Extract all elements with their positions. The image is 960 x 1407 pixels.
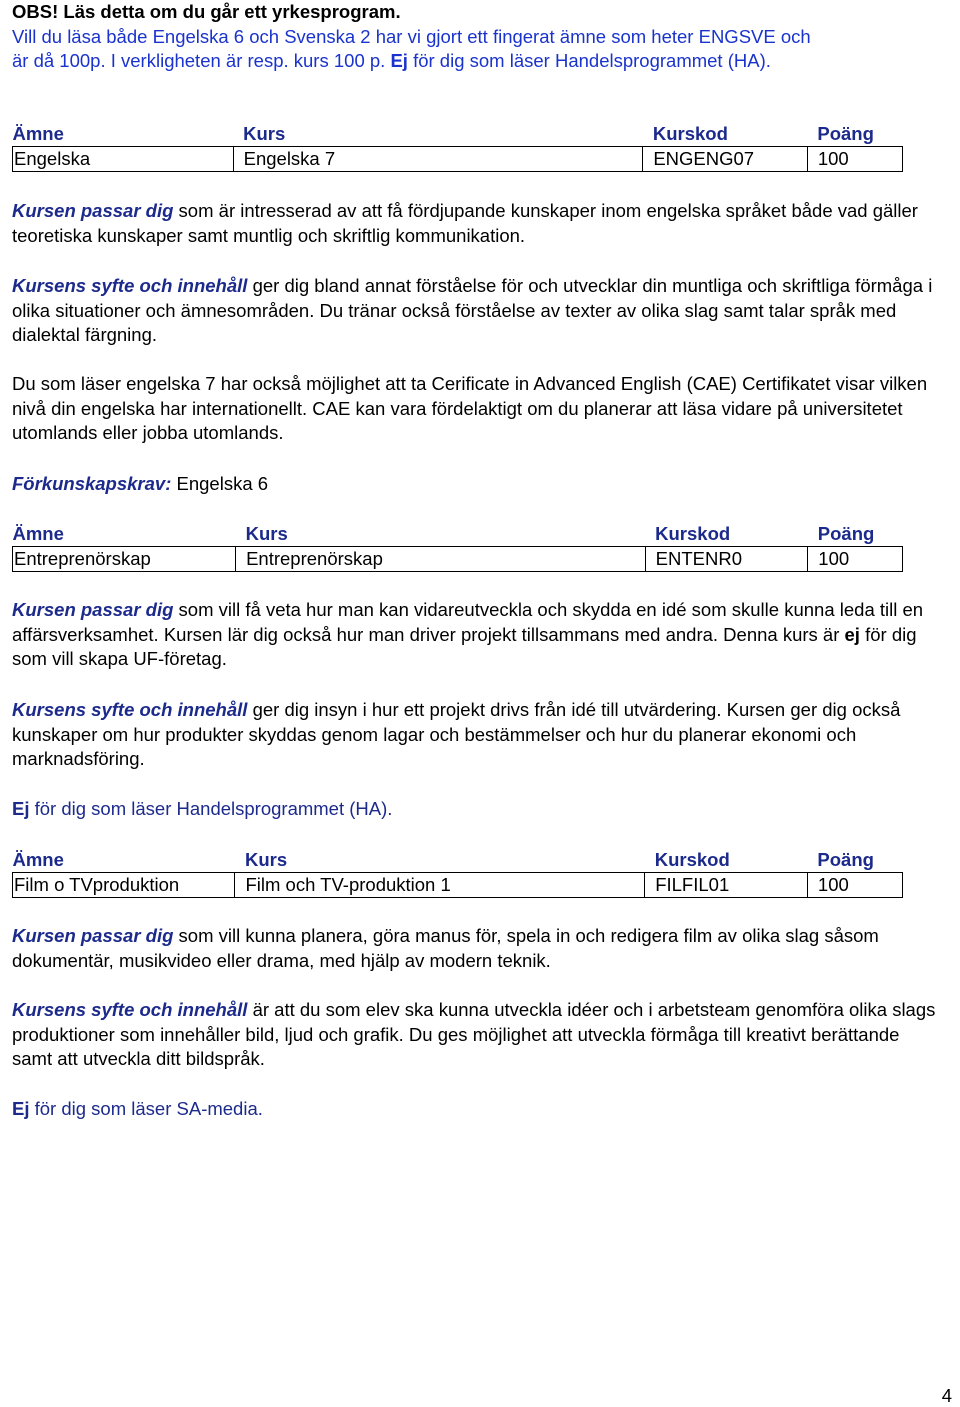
header-points: Poäng — [808, 522, 903, 547]
syfte-text: ger dig bland annat förståelse för och utvecklar din muntliga och skriftliga förmåga i olika situationer och ämnesområden. Du tränar också förståelse av texter av olika slag samt talar språk med dialektal färgning. — [12, 275, 933, 345]
course-table-entreprenorskap — [12, 522, 903, 572]
passar-text-2: för dig som vill skapa UF-företag. — [12, 623, 917, 669]
cell-code: FILFIL01 — [645, 873, 808, 898]
cell-course: Entreprenörskap — [236, 547, 646, 572]
table-header-row — [13, 522, 903, 547]
syfte-label: Kursens syfte och innehåll — [12, 999, 248, 1020]
passar-label: Kursen passar dig — [12, 925, 174, 946]
prereq-value: Engelska 6 — [171, 473, 269, 494]
cell-subject: Engelska — [13, 147, 234, 172]
course3-passar — [12, 924, 942, 973]
page-number: 4 — [941, 1385, 952, 1406]
notice-line-2 — [12, 49, 942, 74]
header-points: Poäng — [807, 122, 902, 147]
course2-ej — [12, 797, 942, 822]
course1-cae — [12, 372, 942, 446]
course-table-engelska — [12, 122, 903, 172]
prereq-label: Förkunskapskrav: — [12, 473, 172, 494]
header-subject: Ämne — [13, 848, 235, 873]
ej-rest: för dig som läser SA-media. — [29, 1098, 263, 1119]
header-subject: Ämne — [13, 522, 236, 547]
syfte-label: Kursens syfte och innehåll — [12, 275, 248, 296]
course1-passar — [12, 199, 942, 248]
header-subject: Ämne — [13, 122, 234, 147]
header-points: Poäng — [807, 848, 902, 873]
syfte-label: Kursens syfte och innehåll — [12, 699, 248, 720]
notice-line-2-text: är då 100p. I verkligheten är resp. kurs 100 p. — [12, 50, 386, 71]
course1-prereq — [12, 472, 942, 497]
ej-rest: för dig som läser Handelsprogrammet (HA). — [29, 798, 393, 819]
ej-word: Ej — [12, 798, 30, 819]
passar-ej: ej — [844, 623, 860, 645]
cell-course: Engelska 7 — [233, 147, 643, 172]
cell-points: 100 — [807, 147, 902, 172]
syfte-text: ger dig insyn i hur ett projekt drivs från idé till utvärdering. Kursen ger dig också kunskaper om hur produkter skyddas genom lagar och bestämmelser och hur du planerar ekonomi och marknadsföring. — [12, 699, 901, 769]
course2-passar — [12, 598, 942, 672]
course2-syfte — [12, 698, 942, 772]
passar-label: Kursen passar dig — [12, 599, 174, 620]
notice-heading: OBS! Läs detta om du går ett yrkesprogram. — [12, 1, 401, 22]
cell-subject: Entreprenörskap — [13, 547, 236, 572]
course-table-film — [12, 848, 903, 898]
notice-ej: Ej — [390, 50, 408, 71]
header-code: Kurskod — [643, 122, 808, 147]
ej-word: Ej — [12, 1098, 30, 1119]
course3-syfte — [12, 998, 942, 1072]
cell-points: 100 — [807, 873, 902, 898]
table-row — [13, 147, 903, 172]
cell-subject: Film o TVproduktion — [13, 873, 235, 898]
notice-line-1: Vill du läsa både Engelska 6 och Svenska 2 har vi gjort ett fingerat ämne som heter ENGSVE och — [12, 25, 811, 47]
header-code: Kurskod — [645, 522, 808, 547]
syfte-text: är att du som elev ska kunna utveckla idéer och i arbetsteam genomföra olika slags produktioner som innehåller bild, ljud och grafik. Du ges möjlighet att utveckla förmåga till kreativt berättande samt att utveckla ditt bildspråk. — [12, 999, 936, 1069]
header-code: Kurskod — [645, 848, 808, 873]
header-course: Kurs — [235, 848, 645, 873]
header-course: Kurs — [236, 522, 646, 547]
table-row — [13, 873, 903, 898]
passar-text-1: som vill få veta hur man kan vidareutveckla och skydda en idé som skulle kunna leda till en affärsverksamhet. Kursen lär dig också hur man driver projekt tillsammans med andra. Denna kurs är — [12, 599, 924, 645]
passar-text: som vill kunna planera, göra manus för, spela in och redigera film av olika slag såsom dokumentär, musikvideo eller drama, med hjälp av modern teknik. — [12, 925, 879, 971]
cell-points: 100 — [808, 547, 903, 572]
cell-code: ENGENG07 — [643, 147, 808, 172]
table-header-row — [13, 122, 903, 147]
course1-syfte — [12, 274, 942, 348]
header-course: Kurs — [233, 122, 643, 147]
table-row — [13, 547, 903, 572]
notice-ej-rest: för dig som läser Handelsprogrammet (HA). — [407, 50, 771, 71]
passar-label: Kursen passar dig — [12, 200, 174, 221]
cell-course: Film och TV-produktion 1 — [235, 873, 645, 898]
notice-block — [12, 0, 942, 74]
table-header-row — [13, 848, 903, 873]
passar-text: som är intresserad av att få fördjupande kunskaper inom engelska språket både vad gäller teoretiska kunskaper samt muntlig och skriftlig kommunikation. — [12, 200, 918, 246]
cell-code: ENTENR0 — [645, 547, 808, 572]
course3-ej — [12, 1097, 942, 1122]
cae-text: Du som läser engelska 7 har också möjlighet att ta Cerificate in Advanced English (CAE) Certifikatet visar vilken nivå din engelska har internationellt. CAE kan vara fördelaktigt om du planerar att läsa vidare på universitetet utomlands eller jobba utomlands. — [12, 373, 928, 443]
